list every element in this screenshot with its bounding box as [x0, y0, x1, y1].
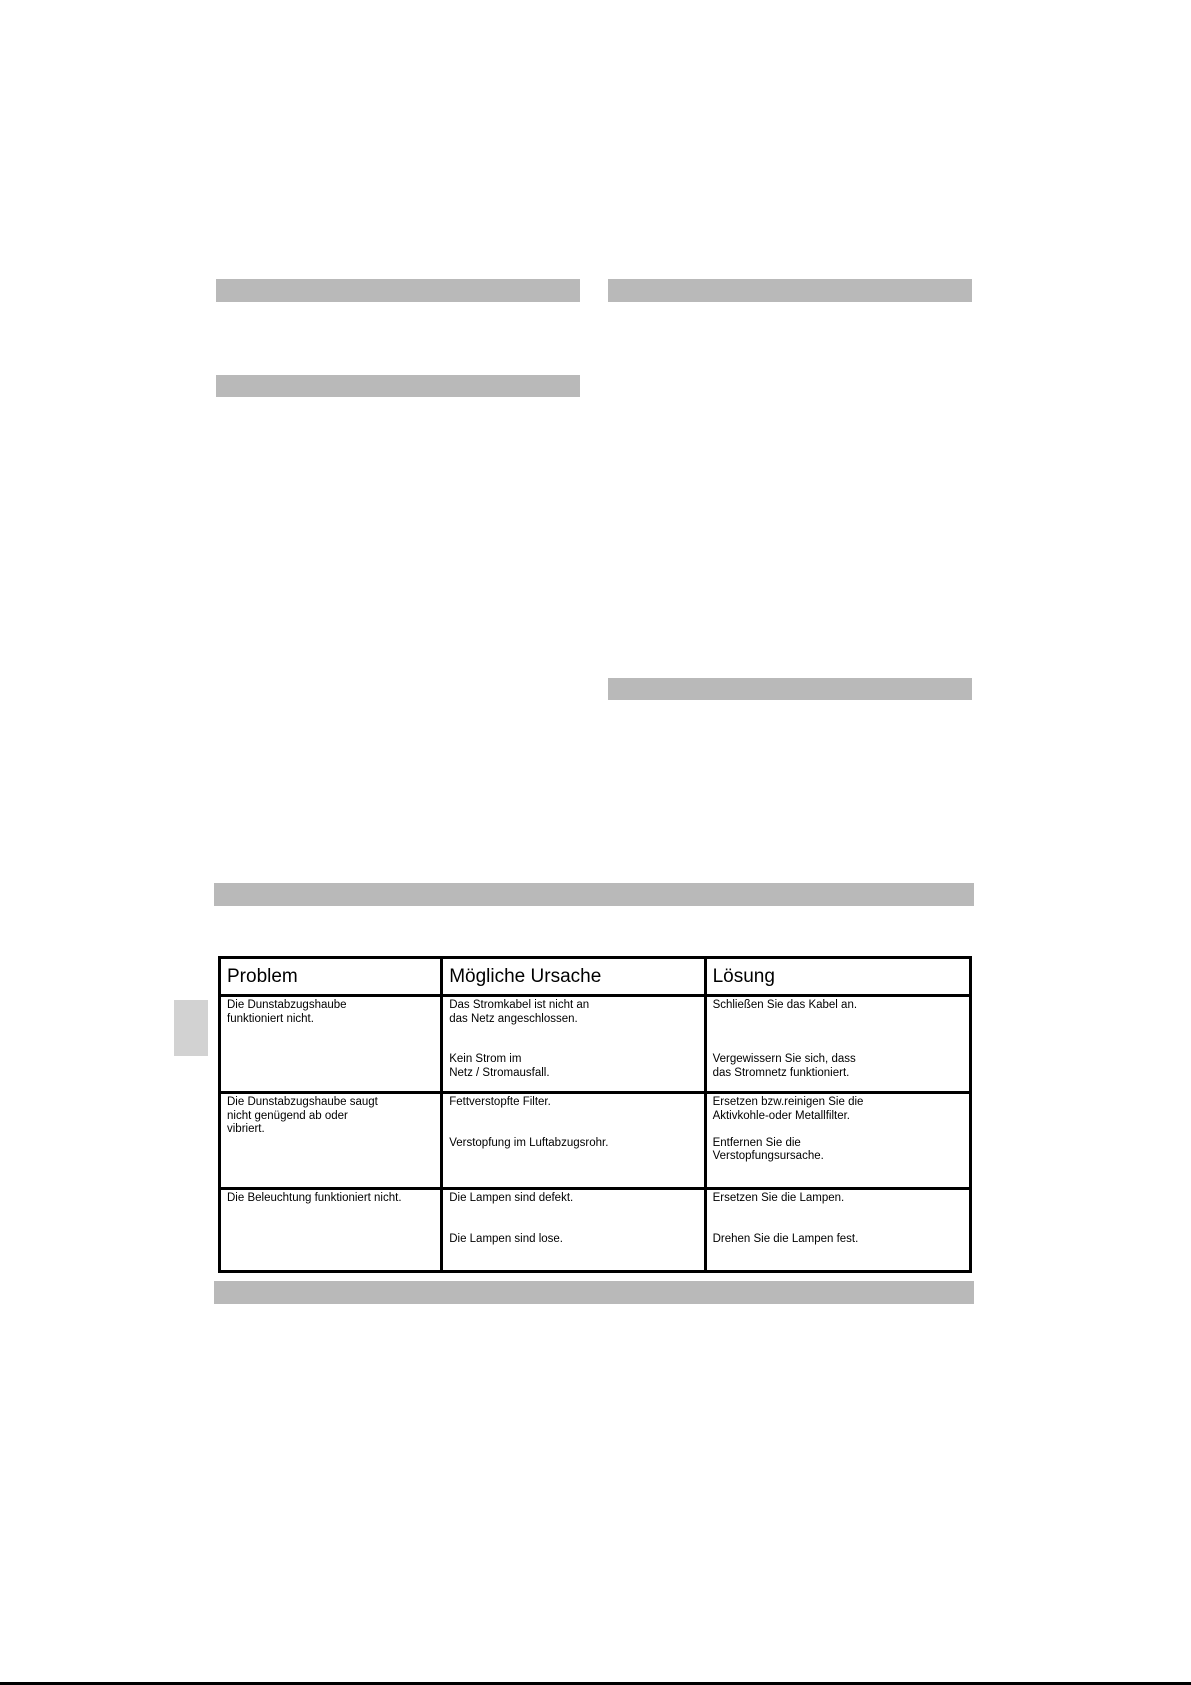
problem-text: Die Dunstabzugshaube saugt nicht genügend ab oder vibriert.	[227, 1096, 378, 1135]
table-row	[220, 1189, 971, 1272]
section-bar-full-2	[214, 1281, 974, 1304]
cause-text: Fettverstopfte Filter. Verstopfung im Luftabzugsrohr.	[449, 1096, 609, 1149]
header-cause: Mögliche Ursache	[442, 958, 705, 996]
solution-cell	[705, 1093, 970, 1189]
problem-cell	[220, 996, 442, 1093]
side-language-tab	[174, 1000, 208, 1056]
section-bar-right-2	[608, 678, 972, 700]
cause-cell	[442, 1189, 705, 1272]
cause-cell	[442, 1093, 705, 1189]
section-bar-full-1	[214, 883, 974, 906]
solution-text: Schließen Sie das Kabel an. Vergewissern Sie sich, dass das Stromnetz funktioniert.	[712, 999, 858, 1079]
section-bar-left-1	[216, 279, 580, 302]
table-row	[220, 996, 971, 1093]
header-problem: Problem	[220, 958, 442, 996]
solution-cell	[705, 996, 970, 1093]
problem-cell	[220, 1189, 442, 1272]
problem-cell	[220, 1093, 442, 1189]
cause-text: Die Lampen sind defekt. Die Lampen sind lose.	[449, 1192, 574, 1245]
solution-text: Ersetzen Sie die Lampen. Drehen Sie die Lampen fest.	[712, 1192, 859, 1245]
solution-cell	[705, 1189, 970, 1272]
problem-text: Die Dunstabzugshaube funktioniert nicht.	[227, 999, 347, 1025]
header-solution: Lösung	[705, 958, 970, 996]
problem-text: Die Beleuchtung funktioniert nicht.	[227, 1192, 402, 1204]
cause-cell	[442, 996, 705, 1093]
table-row	[220, 1093, 971, 1189]
table-header-row	[220, 958, 971, 996]
troubleshooting-table	[218, 956, 972, 1273]
cause-text: Das Stromkabel ist nicht an das Netz angeschlossen. Kein Strom im Netz / Stromausfall.	[449, 999, 590, 1079]
section-bar-left-2	[216, 375, 580, 397]
solution-text: Ersetzen bzw.reinigen Sie die Aktivkohle-oder Metallfilter. Entfernen Sie die Verstopfungsursache.	[712, 1096, 864, 1162]
section-bar-right-1	[608, 279, 972, 302]
